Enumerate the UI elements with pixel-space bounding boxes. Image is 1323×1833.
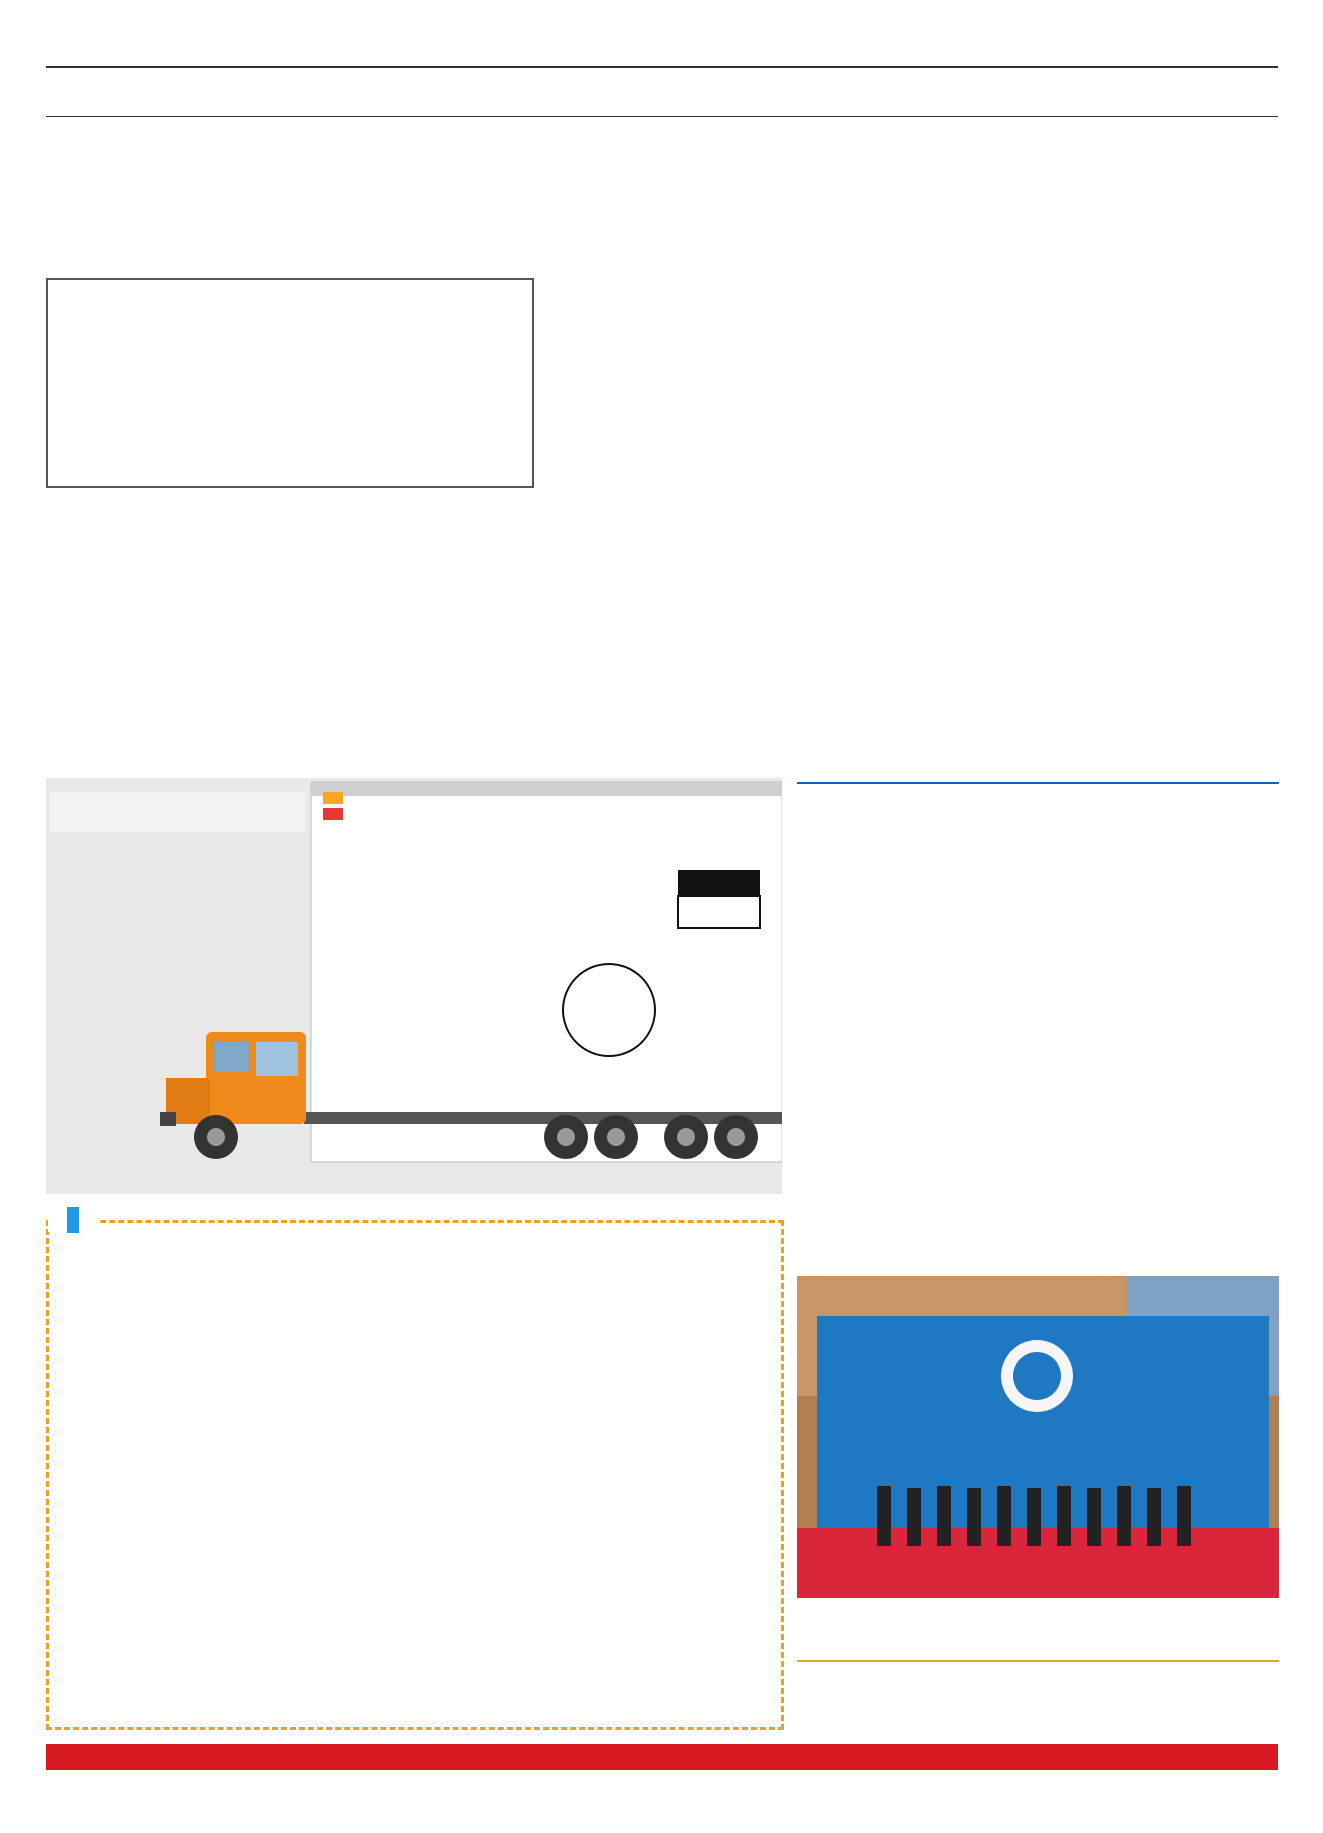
photo-title-rule <box>797 1660 1279 1662</box>
alibaba-column-1 <box>64 1290 290 1470</box>
customs-column-2 <box>303 1540 529 1720</box>
footer-bar <box>46 1744 1278 1770</box>
total-circle <box>563 964 655 1056</box>
cruise-port-photo <box>797 1276 1279 1598</box>
wheel-hub <box>607 1128 625 1146</box>
wheel-hub <box>557 1128 575 1146</box>
cab-bumper <box>160 1112 176 1126</box>
alibaba-column-2 <box>303 1290 529 1470</box>
person <box>937 1486 951 1546</box>
person <box>1087 1488 1101 1546</box>
cab-window <box>256 1042 298 1076</box>
person <box>877 1486 891 1546</box>
alibaba-column-3 <box>542 1290 770 1470</box>
person <box>1027 1488 1041 1546</box>
surplus-label-box <box>678 870 760 896</box>
wheel-hub <box>207 1128 225 1146</box>
wheel-hub <box>727 1128 745 1146</box>
article-column-1 <box>46 500 282 736</box>
legend-swatch-export <box>323 792 343 804</box>
person <box>1057 1486 1071 1546</box>
person <box>1147 1488 1161 1546</box>
article-column-2 <box>296 500 532 736</box>
person <box>1177 1486 1191 1546</box>
trailer-chassis <box>304 1112 782 1124</box>
person <box>1117 1486 1131 1546</box>
legend-swatch-import <box>323 808 343 820</box>
trade-chart <box>46 742 782 1194</box>
article-column-5 <box>1045 278 1279 736</box>
cab-side-window <box>214 1042 250 1072</box>
partners-panel-header <box>50 792 305 832</box>
article-column-4 <box>795 278 1031 736</box>
header-top-rule <box>46 66 1278 68</box>
person <box>907 1488 921 1546</box>
photo-emblem-inner <box>1013 1352 1061 1400</box>
truck-trailer <box>311 782 782 1162</box>
lead-box <box>46 278 534 488</box>
hkconnect-column-1 <box>797 792 1029 1267</box>
customs-column-1 <box>64 1540 290 1720</box>
customs-column-3 <box>542 1540 770 1720</box>
info-tag: ◆ ◆ <box>48 1208 99 1232</box>
hkconnect-rule <box>797 782 1279 784</box>
person <box>967 1488 981 1546</box>
header-bottom-rule <box>46 116 1278 117</box>
person <box>997 1486 1011 1546</box>
article-column-3 <box>545 278 781 736</box>
trailer-top <box>311 782 782 796</box>
hkconnect-column-2 <box>1045 792 1279 1267</box>
info-tag-label <box>67 1207 79 1233</box>
wheel-hub <box>677 1128 695 1146</box>
surplus-value-box <box>678 896 760 928</box>
